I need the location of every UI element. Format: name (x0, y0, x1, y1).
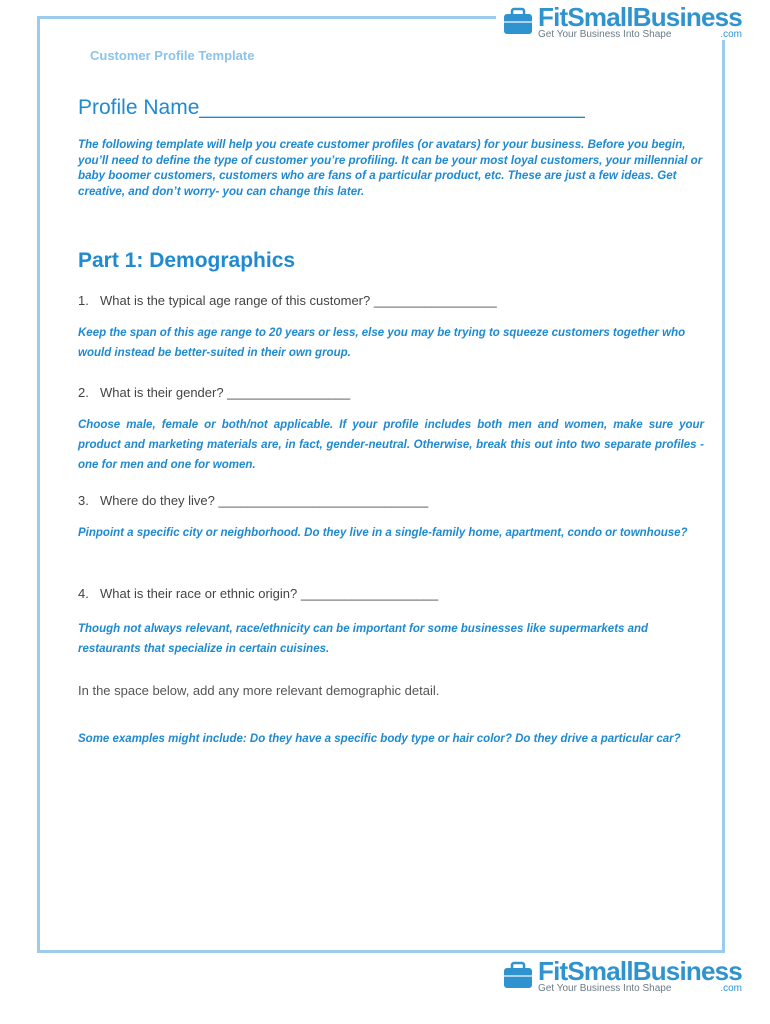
question-2: 2. What is their gender? _________________ (78, 385, 351, 400)
question-3-note: Pinpoint a specific city or neighborhood. Do they live in a single-family home, apartment, condo or townhouse? (78, 527, 688, 539)
question-1-note: Keep the span of this age range to 20 years or less, else you may be trying to squeeze customers together who would instead be better-suited in their own group. (78, 327, 686, 359)
fitsmallbusiness-logo-bottom (496, 958, 748, 994)
intro-paragraph: The following template will help you create customer profiles (or avatars) for your business. Before you begin, you’ll need to define the type of customer you’re profiling. It can be your most loyal customers, your millennial or baby boomer customers, customers who are fans of a particular product, etc. These are just a few ideas. Get creative, and don’t worry- you can change this later. (78, 138, 703, 198)
question-4: 4. What is their race or ethnic origin? ___________________ (78, 586, 439, 601)
briefcase-icon (502, 6, 534, 36)
examples-note: Some examples might include: Do they have a specific body type or hair color? Do they drive a particular car? (78, 733, 681, 745)
logo-brand-text: FitSmallBusiness (538, 2, 742, 32)
logo-tagline: Get Your Business Into Shape (538, 983, 672, 994)
question-3: 3. Where do they live? _____________________________ (78, 493, 429, 508)
briefcase-icon (502, 960, 534, 990)
question-1: 1. What is the typical age range of this customer? _________________ (78, 293, 497, 308)
logo-domain: .com (720, 983, 742, 994)
question-2-note: Choose male, female or both/not applicable. If your profile includes both men and women, make sure your product and marketing materials are, in fact, gender-neutral. Otherwise, break this out into two separate profiles - one for men and one for women. (78, 419, 704, 471)
part1-heading: Part 1: Demographics (78, 249, 296, 272)
profile-name-heading: Profile Name_________________________________ (78, 96, 585, 119)
logo-domain: .com (720, 29, 742, 40)
question-4-note: Though not always relevant, race/ethnicity can be important for some businesses like supermarkets and restaurants that specialize in certain cuisines. (78, 623, 649, 655)
logo-tagline: Get Your Business Into Shape (538, 29, 672, 40)
template-title: Customer Profile Template (90, 48, 255, 63)
fitsmallbusiness-logo-top (496, 4, 748, 40)
space-below-instruction: In the space below, add any more relevant demographic detail. (78, 683, 440, 698)
logo-brand-text: FitSmallBusiness (538, 956, 742, 986)
